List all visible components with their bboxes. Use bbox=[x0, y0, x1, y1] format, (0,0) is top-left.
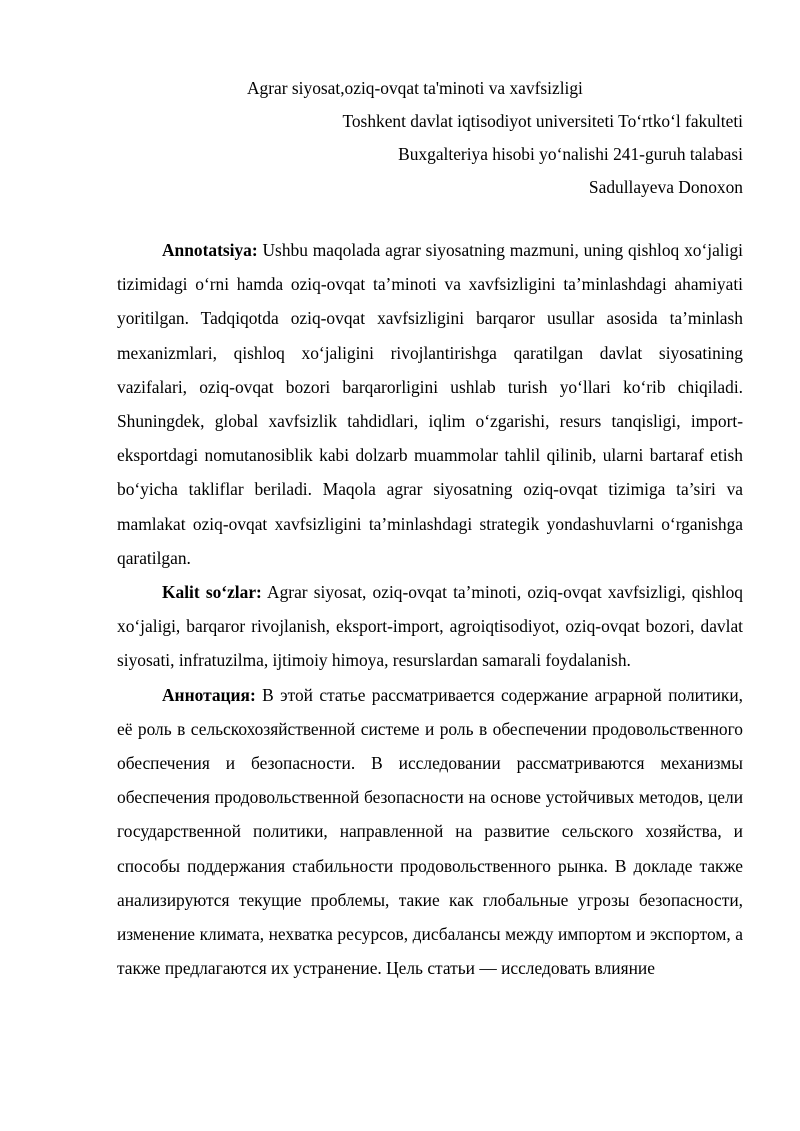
annotation-russian-text: В этой статье рассматривается содержание аграрной политики, её роль в сельскохозяйственной системе и роль в обеспечении продовольственного обеспечения и безопасности. В исследовании рассматриваются механизмы обеспечения продовольственной безопасности на основе устойчивых методов, цели государственной политики, направленной на развитие сельского хозяйства, и способы поддержания стабильности продовольственного рынка. В докладе также анализируются текущие проблемы, такие как глобальные угрозы безопасности, изменение климата, нехватка ресурсов, дисбалансы между импортом и экспортом, а также предлагаются их устранение. Цель статьи — исследовать влияние bbox=[117, 684, 743, 979]
annotation-russian-label: Аннотация: bbox=[162, 684, 256, 705]
author-group: Buxgalteriya hisobi yo‘nalishi 241-guruh talabasi bbox=[398, 144, 743, 164]
annotation-uzbek-text: Ushbu maqolada agrar siyosatning mazmuni, uning qishloq xo‘jaligi tizimidagi o‘rni hamda oziq-ovqat ta’minoti va xavfsizligini ta’minlashdagi ahamiyati yoritilgan. Tadqiqotda oziq-ovqat xavfsizligini barqaror usullar asosida ta’minlash mexanizmlari, qishloq xo‘jaligini rivojlantirishga qaratilgan davlat siyosatining vazifalari, oziq-ovqat bozori barqarorligini ushlab turish yo‘llari ko‘rib chiqiladi. Shuningdek, global xavfsizlik tahdidlari, iqlim o‘zgarishi, resurs tanqisligi, import-eksportdagi nomutanosiblik kabi dolzarb muammolar tahlil qilinib, ularni bartaraf etish bo‘yicha takliflar beriladi. Maqola agrar siyosatning oziq-ovqat tizimiga ta’siri va mamlakat oziq-ovqat xavfsizligini ta’minlashdagi strategik yondashuvlarni o‘rganishga qaratilgan. bbox=[117, 240, 743, 568]
keywords-uzbek bbox=[117, 575, 743, 678]
keywords-uzbek-text: Agrar siyosat, oziq-ovqat ta’minoti, oziq-ovqat xavfsizligi, qishloq xo‘jaligi, barqaror rivojlanish, eksport-import, agroiqtisodiyot, oziq-ovqat bozori, davlat siyosati, infratuzilma, ijtimoiy himoya, resurslardan samarali foydalanish. bbox=[117, 582, 743, 671]
article-title: Agrar siyosat,oziq-ovqat ta'minoti va xavfsizligi bbox=[247, 78, 583, 98]
keywords-uzbek-label: Kalit so‘zlar: bbox=[162, 582, 262, 603]
annotation-uzbek-label: Annotatsiya: bbox=[162, 240, 258, 260]
annotation-uzbek bbox=[117, 233, 743, 575]
author-university: Toshkent davlat iqtisodiyot universiteti To‘rtko‘l fakulteti bbox=[342, 111, 743, 131]
article-body bbox=[117, 233, 743, 985]
annotation-russian bbox=[117, 678, 743, 986]
author-name: Sadullayeva Donoxon bbox=[588, 177, 743, 197]
